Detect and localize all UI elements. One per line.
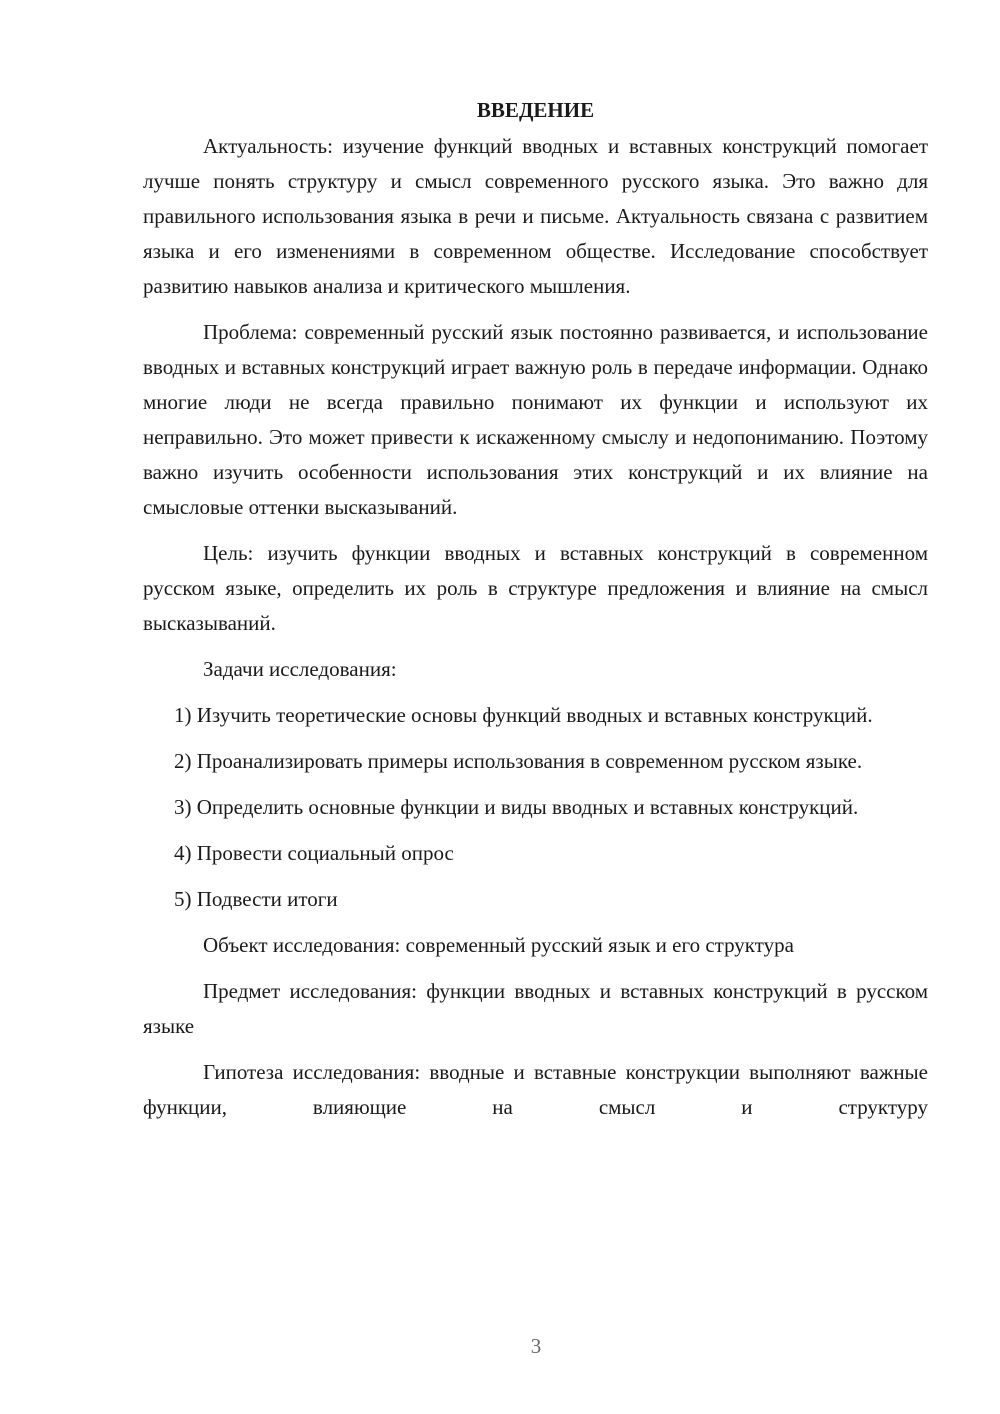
paragraph-relevance: Актуальность: изучение функций вводных и вставных конструкций помогает лучше понять структуру и смысл современного русского языка. Это важно для правильного использования языка в речи и письме. Актуальность связана с развитием языка и его изменениями в современном обществе. Исследование способствует развитию навыков анализа и критического мышления.	[143, 134, 928, 298]
page-content	[143, 93, 928, 1125]
paragraph-problem: Проблема: современный русский язык постоянно развивается, и использование вводных и вставных конструкций играет важную роль в передаче информации. Однако многие люди не всегда правильно понимают их функции и используют их неправильно. Это может привести к искаженному смыслу и недопониманию. Поэтому важно изучить особенности использования этих конструкций и их влияние на смысловые оттенки высказываний.	[143, 320, 928, 519]
page-title: ВВЕДЕНИЕ	[476, 98, 595, 122]
page-number: 3	[530, 1334, 542, 1358]
list-item: 1) Изучить теоретические основы функций вводных и вставных конструкций.	[174, 703, 873, 727]
tasks-heading: Задачи исследования:	[203, 657, 397, 681]
list-item: 5) Подвести итоги	[174, 887, 338, 911]
list-item: 2) Проанализировать примеры использования в современном русском языке.	[174, 749, 863, 773]
paragraph-object: Объект исследования: современный русский язык и его структура	[203, 933, 794, 957]
paragraph-hypothesis: Гипотеза исследования: вводные и вставные конструкции выполняют важные функции, влияющие на смысл и структуру	[143, 1060, 928, 1119]
list-item: 4) Провести социальный опрос	[174, 841, 454, 865]
paragraph-subject: Предмет исследования: функции вводных и вставных конструкций в русском языке	[143, 979, 928, 1038]
list-item: 3) Определить основные функции и виды вводных и вставных конструкций.	[174, 795, 859, 819]
paragraph-goal: Цель: изучить функции вводных и вставных конструкций в современном русском языке, определить их роль в структуре предложения и влияние на смысл высказываний.	[143, 541, 928, 635]
